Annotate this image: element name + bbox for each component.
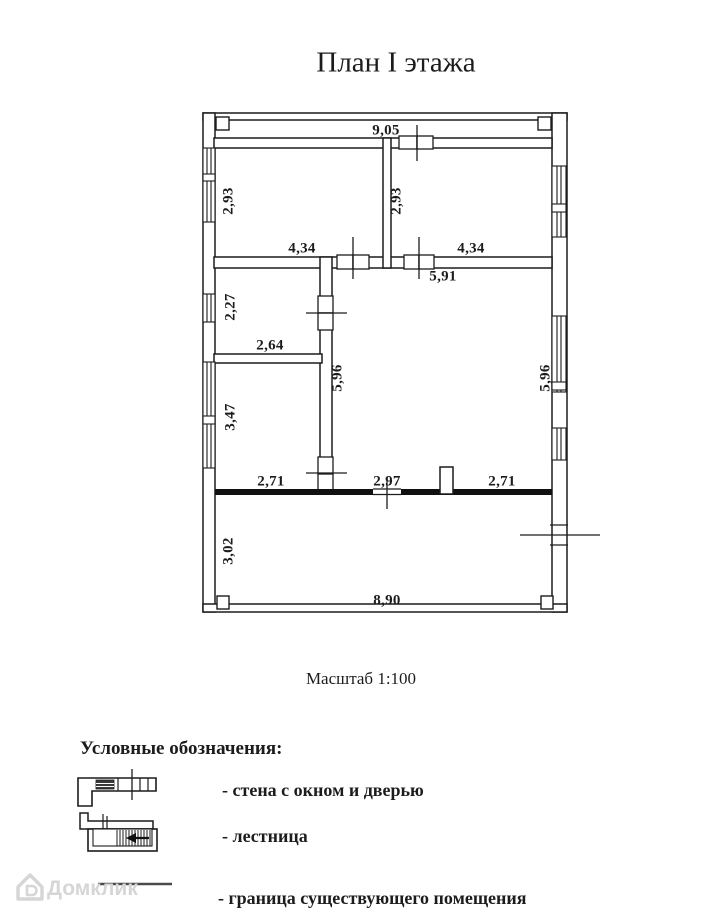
dim-ml-room-height: 2,27 xyxy=(222,293,239,321)
dim-hall-height-right: 5,96 xyxy=(537,364,554,392)
dim-hall-width: 5,91 xyxy=(429,268,457,285)
dim-ml-room-width: 2,64 xyxy=(256,337,284,354)
dim-hall-height-left: 5,96 xyxy=(329,364,346,392)
interior-walls xyxy=(214,138,552,494)
legend-label-wall-window-door: - стена с окном и дверью xyxy=(222,780,424,800)
door-top-left-room xyxy=(337,237,369,279)
legend-heading: Условные обозначения: xyxy=(80,738,283,759)
dim-bottom-room-height: 3,02 xyxy=(220,537,237,565)
dim-boundary-right: 2,71 xyxy=(488,473,516,490)
page-title: План I этажа xyxy=(316,46,476,79)
legend-symbol-wall-window-door xyxy=(78,769,156,806)
dim-tr-room-height: 2,93 xyxy=(388,187,405,215)
dim-bl-room-height: 3,47 xyxy=(222,403,239,431)
door-lower-left-room xyxy=(306,457,347,491)
watermark-house-icon xyxy=(18,875,42,899)
door-middle-left-room xyxy=(306,296,347,330)
dim-tr-room-width: 4,34 xyxy=(457,240,485,257)
legend-label-boundary: - граница существующего помещения xyxy=(218,888,527,908)
dim-boundary-center: 2,97 xyxy=(373,473,401,490)
door-gallery xyxy=(399,125,433,161)
dim-tl-room-height: 2,93 xyxy=(220,187,237,215)
watermark-text: Домклик xyxy=(47,877,138,900)
dim-tl-room-width: 4,34 xyxy=(288,240,316,257)
legend-symbol-staircase xyxy=(80,813,157,851)
dim-bottom-room-width: 8,90 xyxy=(373,592,401,609)
windows-left-wall xyxy=(203,148,215,468)
dim-top-width: 9,05 xyxy=(372,122,400,139)
dim-boundary-left: 2,71 xyxy=(257,473,285,490)
legend-label-staircase: - лестница xyxy=(222,826,308,846)
scale-caption: Масштаб 1:100 xyxy=(305,669,417,688)
